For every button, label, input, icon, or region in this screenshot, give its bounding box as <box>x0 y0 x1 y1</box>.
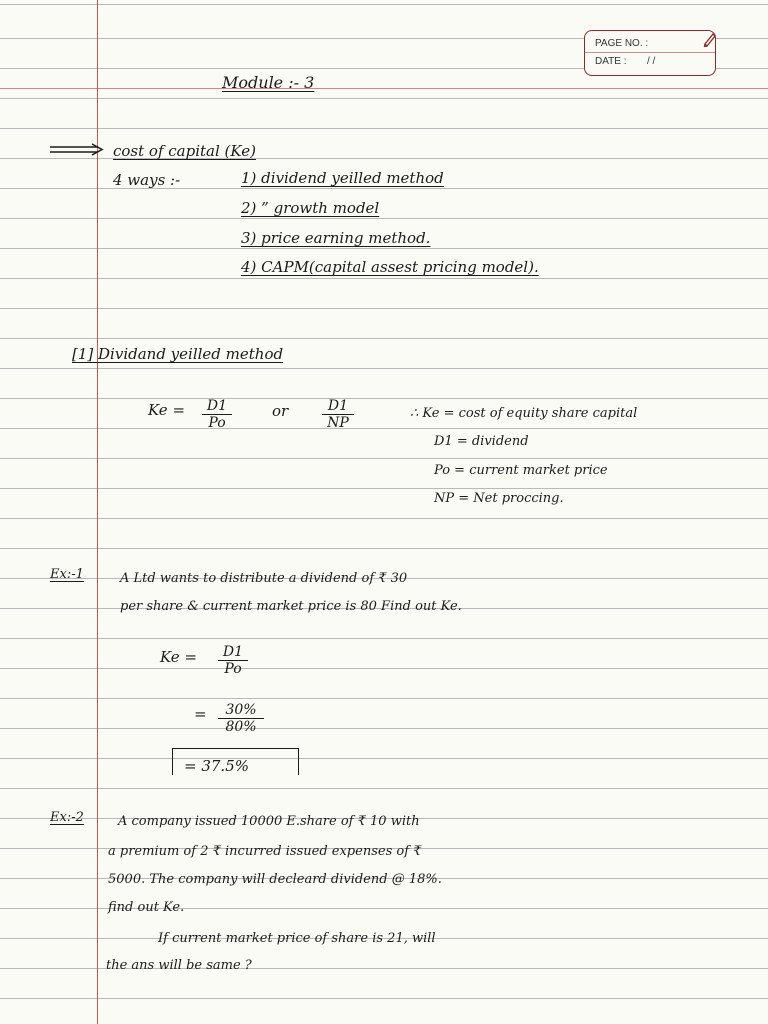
example-1-step-lhs: Ke = <box>160 648 198 666</box>
formula-or: or <box>272 402 289 420</box>
example-1-fraction <box>218 644 248 677</box>
page-title: Module :- 3 <box>222 73 315 92</box>
legend-line-2: D1 = dividend <box>434 434 529 449</box>
example-1-label: Ex:-1 <box>50 567 84 582</box>
page-no-label: PAGE NO. : <box>595 38 649 49</box>
example-1-fraction-2 <box>218 702 264 735</box>
fraction-denominator: Po <box>208 415 226 431</box>
way-item-2: 2) ” growth model <box>241 199 380 217</box>
header-rule <box>0 88 768 89</box>
method1-heading: [1] Dividand yeilled method <box>72 345 284 363</box>
example-1-answer: = 37.5% <box>184 757 249 775</box>
fraction-d1-np <box>322 398 354 431</box>
example-2-line-2: a premium of 2 ₹ incurred issued expenses of ₹ <box>108 844 422 859</box>
legend-line-1: ∴ Ke = cost of equity share capital <box>410 406 638 421</box>
way-item-3: 3) price earning method. <box>241 229 431 247</box>
fraction-numerator: 30% <box>218 702 264 719</box>
way-item-1: 1) dividend yeilled method <box>241 169 444 187</box>
date-label: DATE : <box>595 56 627 67</box>
example-1-line-2: per share & current market price is 80 Find out Ke. <box>120 599 462 614</box>
example-2-line-4: find out Ke. <box>108 900 185 915</box>
fraction-numerator: D1 <box>218 644 248 661</box>
example-2-line-5: If current market price of share is 21, will <box>158 931 436 946</box>
example-2-line-6: the ans will be same ? <box>106 958 252 973</box>
fraction-numerator: D1 <box>202 398 232 415</box>
pencil-icon <box>702 31 718 47</box>
example-1-line-1: A Ltd wants to distribute a dividend of ₹ 30 <box>120 571 408 586</box>
double-arrow-icon <box>48 143 106 157</box>
cost-of-capital-heading: cost of capital (Ke) <box>113 142 256 160</box>
example-1-step2-eq: = <box>194 705 207 723</box>
box-divider <box>585 52 715 53</box>
fraction-denominator: Po <box>224 661 242 677</box>
example-2-line-3: 5000. The company will decleard dividend @ 18%. <box>108 872 442 887</box>
example-2-label: Ex:-2 <box>50 810 84 825</box>
example-2-line-1: A company issued 10000 E.share of ₹ 10 with <box>118 814 420 829</box>
legend-line-4: NP = Net proccing. <box>434 491 564 506</box>
date-value: / / <box>647 56 656 67</box>
legend-line-3: Po = current market price <box>434 463 608 478</box>
fraction-numerator: D1 <box>322 398 354 415</box>
ways-label: 4 ways :- <box>113 171 181 189</box>
page-date-box <box>584 30 716 76</box>
way-item-4: 4) CAPM(capital assest pricing model). <box>241 258 539 276</box>
formula-lhs: Ke = <box>148 401 186 419</box>
fraction-denominator: NP <box>327 415 349 431</box>
fraction-d1-po <box>202 398 232 431</box>
fraction-denominator: 80% <box>225 719 257 735</box>
